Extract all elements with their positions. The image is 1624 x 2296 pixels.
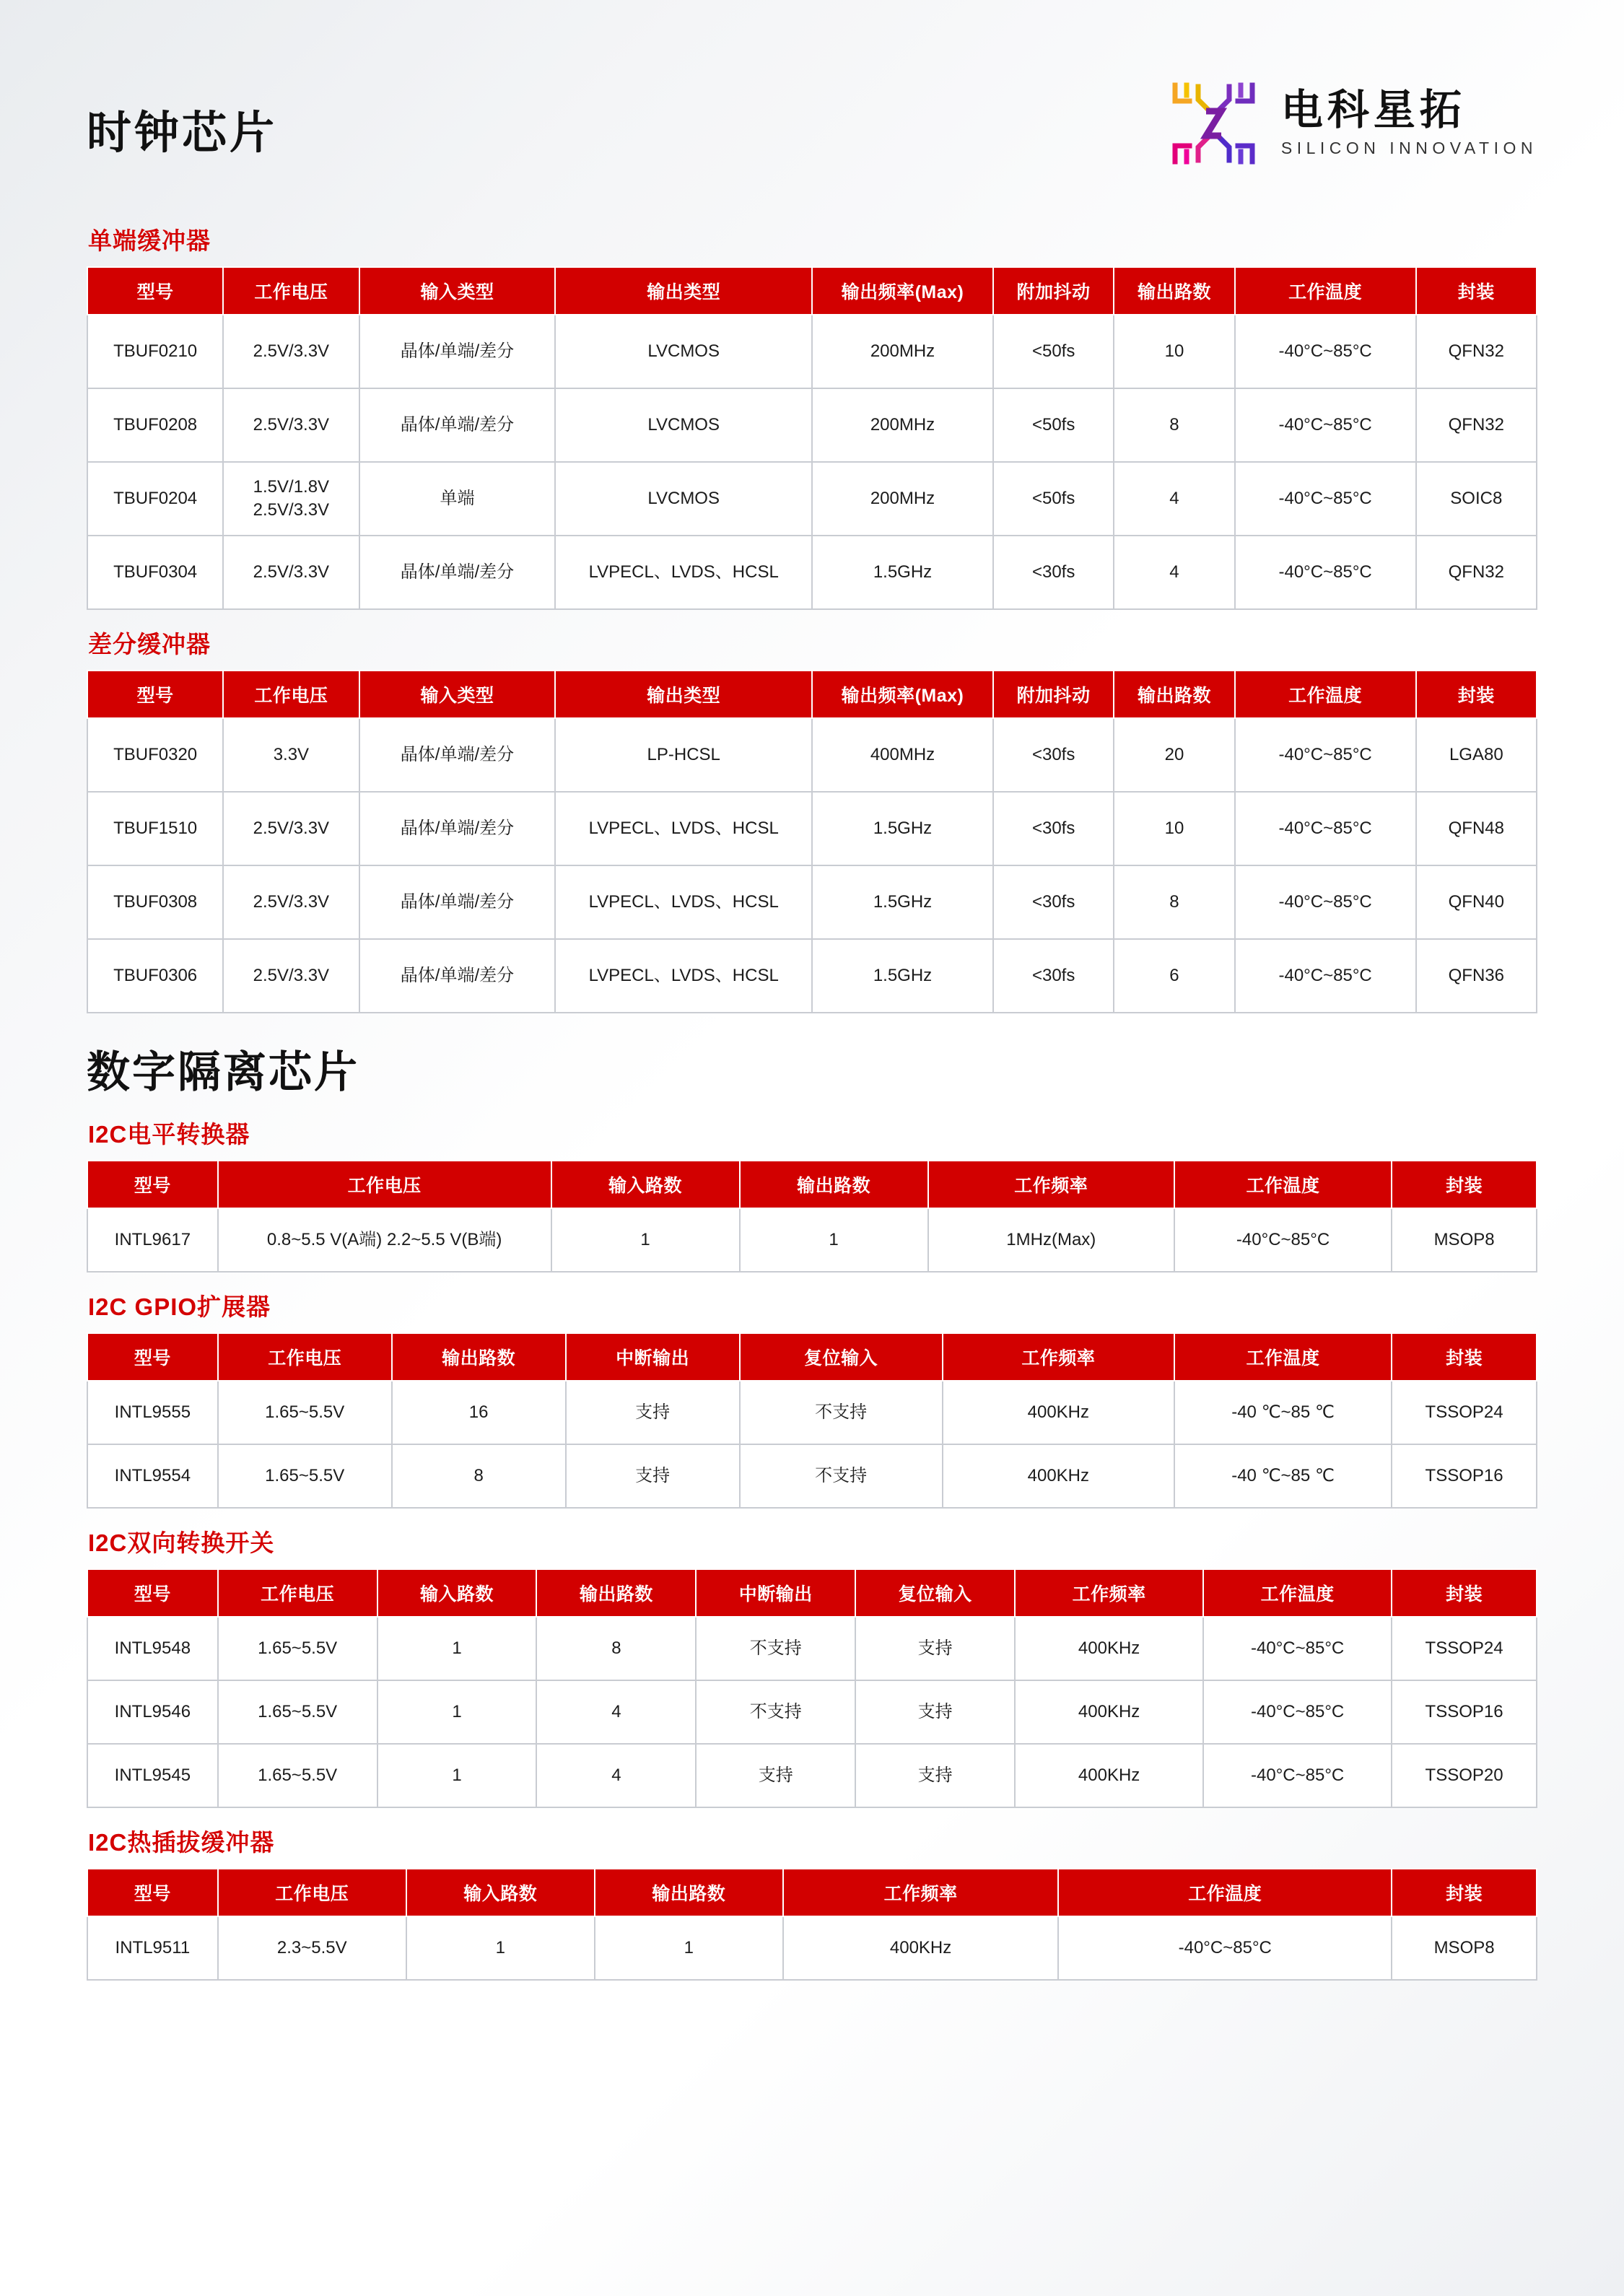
table-cell: 1.5GHz	[812, 792, 993, 865]
table-cell: 4	[1114, 462, 1234, 536]
table-cell: 晶体/单端/差分	[359, 865, 556, 939]
table-cell: LGA80	[1416, 718, 1537, 792]
table-cell: TSSOP24	[1392, 1617, 1537, 1680]
column-header: 型号	[87, 671, 223, 718]
table-cell: INTL9511	[87, 1916, 218, 1980]
table-cell: -40 ℃~85 ℃	[1174, 1444, 1392, 1508]
table-cell: TBUF0306	[87, 939, 223, 1013]
table-cell: LVPECL、LVDS、HCSL	[555, 939, 812, 1013]
table-cell: 1	[406, 1916, 595, 1980]
column-header: 工作电压	[218, 1161, 551, 1208]
table-cell: 支持	[696, 1744, 855, 1807]
table-cell: 支持	[855, 1744, 1015, 1807]
table-cell: 6	[1114, 939, 1234, 1013]
column-header: 封装	[1392, 1161, 1537, 1208]
table-row	[87, 1916, 1537, 1980]
table-cell: 晶体/单端/差分	[359, 536, 556, 609]
column-header: 工作温度	[1235, 267, 1416, 315]
table-cell: INTL9554	[87, 1444, 218, 1508]
table-row	[87, 865, 1537, 939]
table-cell: 1	[377, 1617, 537, 1680]
table-cell: 1.65~5.5V	[218, 1680, 377, 1744]
table-cell: 1.65~5.5V	[218, 1381, 392, 1444]
table-cell: 400KHz	[1015, 1744, 1203, 1807]
table-cell: TBUF0304	[87, 536, 223, 609]
table-cell: TSSOP20	[1392, 1744, 1537, 1807]
column-header: 工作温度	[1174, 1333, 1392, 1381]
table-cell: -40°C~85°C	[1235, 792, 1416, 865]
column-header: 输出路数	[1114, 267, 1234, 315]
table-cell: TBUF1510	[87, 792, 223, 865]
table-cell: LVPECL、LVDS、HCSL	[555, 536, 812, 609]
column-header: 封装	[1416, 267, 1537, 315]
sub-title-i2c-level-translator: I2C电平转换器	[88, 1121, 250, 1148]
spec-table-i2c-gpio-expander	[87, 1332, 1537, 1509]
table-cell: 0.8~5.5 V(A端) 2.2~5.5 V(B端)	[218, 1208, 551, 1272]
column-header: 工作温度	[1203, 1569, 1392, 1617]
table-cell: 8	[1114, 865, 1234, 939]
table-row	[87, 939, 1537, 1013]
table-cell: 不支持	[696, 1680, 855, 1744]
table-cell: 晶体/单端/差分	[359, 939, 556, 1013]
table-cell: LVPECL、LVDS、HCSL	[555, 792, 812, 865]
table-cell: TSSOP16	[1392, 1444, 1537, 1508]
column-header: 输入类型	[359, 671, 556, 718]
table-cell: 8	[536, 1617, 696, 1680]
table-cell: -40°C~85°C	[1235, 865, 1416, 939]
table-cell: 200MHz	[812, 462, 993, 536]
table-cell: 2.5V/3.3V	[223, 865, 359, 939]
table-cell: <50fs	[993, 388, 1114, 462]
table-row	[87, 1208, 1537, 1272]
column-header: 输入路数	[551, 1161, 740, 1208]
table-cell: 支持	[855, 1617, 1015, 1680]
column-header: 工作电压	[218, 1869, 406, 1916]
spec-table-single-ended-buffer	[87, 266, 1537, 610]
column-header: 复位输入	[740, 1333, 943, 1381]
table-header-row	[87, 1569, 1537, 1617]
column-header: 工作频率	[1015, 1569, 1203, 1617]
column-header: 封装	[1392, 1333, 1537, 1381]
table-cell: <30fs	[993, 536, 1114, 609]
table-cell: <30fs	[993, 792, 1114, 865]
table-cell: LVPECL、LVDS、HCSL	[555, 865, 812, 939]
table-cell: -40°C~85°C	[1235, 718, 1416, 792]
column-header: 封装	[1416, 671, 1537, 718]
table-cell: -40°C~85°C	[1203, 1680, 1392, 1744]
table-cell: LVCMOS	[555, 388, 812, 462]
column-header: 输出类型	[555, 267, 812, 315]
sub-title-i2c-gpio-expander: I2C GPIO扩展器	[88, 1293, 271, 1320]
table-cell: 2.5V/3.3V	[223, 388, 359, 462]
table-cell: 支持	[566, 1444, 740, 1508]
column-header: 输出路数	[392, 1333, 566, 1381]
table-cell: 400KHz	[943, 1444, 1174, 1508]
table-cell: 1.5GHz	[812, 865, 993, 939]
table-cell: 1.65~5.5V	[218, 1444, 392, 1508]
column-header: 输出路数	[1114, 671, 1234, 718]
table-cell: QFN36	[1416, 939, 1537, 1013]
table-cell: 1	[377, 1680, 537, 1744]
table-cell: 10	[1114, 315, 1234, 388]
column-header: 封装	[1392, 1869, 1537, 1916]
table-row	[87, 315, 1537, 388]
table-cell: 不支持	[740, 1381, 943, 1444]
logo-text	[1281, 89, 1537, 158]
table-header-row	[87, 1333, 1537, 1381]
table-row	[87, 462, 1537, 536]
table-cell: 支持	[566, 1381, 740, 1444]
table-wrapper-i2c-level-translator	[87, 1116, 1537, 1273]
column-header: 输出路数	[536, 1569, 696, 1617]
table-cell: TBUF0204	[87, 462, 223, 536]
table-cell: INTL9617	[87, 1208, 218, 1272]
table-cell: <50fs	[993, 315, 1114, 388]
table-cell: 20	[1114, 718, 1234, 792]
table-cell: QFN32	[1416, 315, 1537, 388]
table-cell: INTL9546	[87, 1680, 218, 1744]
column-header: 工作频率	[783, 1869, 1059, 1916]
table-cell: 1.65~5.5V	[218, 1617, 377, 1680]
table-header-row	[87, 671, 1537, 718]
sub-title-differential-buffer: 差分缓冲器	[88, 631, 211, 658]
column-header: 工作温度	[1235, 671, 1416, 718]
table-cell: TSSOP24	[1392, 1381, 1537, 1444]
column-header: 工作温度	[1174, 1161, 1392, 1208]
column-header: 中断输出	[696, 1569, 855, 1617]
column-header: 型号	[87, 1569, 218, 1617]
table-cell: -40°C~85°C	[1235, 315, 1416, 388]
table-cell: TBUF0308	[87, 865, 223, 939]
table-row	[87, 1617, 1537, 1680]
column-header: 附加抖动	[993, 671, 1114, 718]
table-cell: LP-HCSL	[555, 718, 812, 792]
column-header: 中断输出	[566, 1333, 740, 1381]
table-cell: TBUF0210	[87, 315, 223, 388]
table-cell: 200MHz	[812, 315, 993, 388]
table-cell: 4	[536, 1680, 696, 1744]
table-cell: QFN40	[1416, 865, 1537, 939]
table-cell: 晶体/单端/差分	[359, 718, 556, 792]
table-row	[87, 388, 1537, 462]
table-row	[87, 1444, 1537, 1508]
table-cell: 2.5V/3.3V	[223, 939, 359, 1013]
table-cell: TBUF0208	[87, 388, 223, 462]
table-cell: 4	[1114, 536, 1234, 609]
column-header: 输出频率(Max)	[812, 671, 993, 718]
page-title: 时钟芯片	[87, 108, 278, 158]
table-row	[87, 536, 1537, 609]
table-wrapper-single-ended-buffer	[87, 222, 1537, 610]
table-header-row	[87, 1161, 1537, 1208]
table-cell: 1	[551, 1208, 740, 1272]
table-cell: 1	[595, 1916, 783, 1980]
table-cell: -40°C~85°C	[1203, 1744, 1392, 1807]
page-header	[87, 69, 1537, 206]
table-cell: LVCMOS	[555, 462, 812, 536]
table-cell: 晶体/单端/差分	[359, 315, 556, 388]
table-cell: 4	[536, 1744, 696, 1807]
table-cell: -40°C~85°C	[1174, 1208, 1392, 1272]
table-cell: 1	[740, 1208, 928, 1272]
column-header: 型号	[87, 1333, 218, 1381]
table-cell: 1.65~5.5V	[218, 1744, 377, 1807]
table-header-row	[87, 267, 1537, 315]
table-cell: 400KHz	[943, 1381, 1174, 1444]
table-cell: QFN32	[1416, 536, 1537, 609]
table-row	[87, 1744, 1537, 1807]
column-header: 型号	[87, 1869, 218, 1916]
spec-table-differential-buffer	[87, 670, 1537, 1013]
column-header: 输出路数	[595, 1869, 783, 1916]
table-cell: LVCMOS	[555, 315, 812, 388]
table-cell: -40°C~85°C	[1058, 1916, 1392, 1980]
table-cell: 2.3~5.5V	[218, 1916, 406, 1980]
table-cell: <30fs	[993, 865, 1114, 939]
table-cell: 10	[1114, 792, 1234, 865]
column-header: 输出频率(Max)	[812, 267, 993, 315]
table-cell: 1	[377, 1744, 537, 1807]
table-cell: <50fs	[993, 462, 1114, 536]
table-cell: 3.3V	[223, 718, 359, 792]
table-cell: QFN32	[1416, 388, 1537, 462]
logo-name-cn: 电科星拓	[1280, 87, 1466, 134]
table-cell: -40 ℃~85 ℃	[1174, 1381, 1392, 1444]
table-cell: 支持	[855, 1680, 1015, 1744]
table-cell: 8	[1114, 388, 1234, 462]
column-header: 工作温度	[1058, 1869, 1392, 1916]
table-cell: 400KHz	[1015, 1617, 1203, 1680]
table-row	[87, 792, 1537, 865]
table-cell: 400KHz	[783, 1916, 1059, 1980]
table-cell: 不支持	[696, 1617, 855, 1680]
table-cell: 晶体/单端/差分	[359, 792, 556, 865]
column-header: 工作频率	[943, 1333, 1174, 1381]
column-header: 输出路数	[740, 1161, 928, 1208]
table-cell: 200MHz	[812, 388, 993, 462]
column-header: 工作频率	[928, 1161, 1174, 1208]
table-cell: 单端	[359, 462, 556, 536]
spec-table-i2c-level-translator	[87, 1160, 1537, 1273]
table-cell: 2.5V/3.3V	[223, 792, 359, 865]
table-cell: 8	[392, 1444, 566, 1508]
column-header: 工作电压	[218, 1333, 392, 1381]
table-cell: 晶体/单端/差分	[359, 388, 556, 462]
column-header: 型号	[87, 267, 223, 315]
digital-isolation-section	[87, 1116, 1537, 1981]
column-header: 工作电压	[218, 1569, 377, 1617]
table-cell: -40°C~85°C	[1235, 536, 1416, 609]
clock-chip-section	[87, 222, 1537, 1013]
table-cell: 400MHz	[812, 718, 993, 792]
column-header: 工作电压	[223, 671, 359, 718]
table-cell: TSSOP16	[1392, 1680, 1537, 1744]
table-cell: 2.5V/3.3V	[223, 536, 359, 609]
table-wrapper-i2c-gpio-expander	[87, 1288, 1537, 1509]
table-cell: -40°C~85°C	[1235, 388, 1416, 462]
table-row	[87, 718, 1537, 792]
column-header: 封装	[1392, 1569, 1537, 1617]
spec-table-i2c-bidirectional-switch	[87, 1568, 1537, 1808]
table-cell: <30fs	[993, 718, 1114, 792]
column-header: 输入路数	[406, 1869, 595, 1916]
table-cell: INTL9545	[87, 1744, 218, 1807]
table-cell: MSOP8	[1392, 1208, 1537, 1272]
column-header: 工作电压	[223, 267, 359, 315]
table-cell: 1.5GHz	[812, 536, 993, 609]
section-title-digital-isolation: 数字隔离芯片	[87, 1048, 359, 1096]
brand-logo	[1165, 77, 1537, 170]
table-cell: 1.5GHz	[812, 939, 993, 1013]
table-cell: 不支持	[740, 1444, 943, 1508]
column-header: 型号	[87, 1161, 218, 1208]
table-header-row	[87, 1869, 1537, 1916]
table-cell: <30fs	[993, 939, 1114, 1013]
column-header: 输出类型	[555, 671, 812, 718]
table-cell: 2.5V/3.3V	[223, 315, 359, 388]
table-cell: -40°C~85°C	[1235, 939, 1416, 1013]
table-cell: -40°C~85°C	[1203, 1617, 1392, 1680]
sub-title-single-ended-buffer: 单端缓冲器	[88, 227, 211, 254]
table-cell: -40°C~85°C	[1235, 462, 1416, 536]
table-cell: QFN48	[1416, 792, 1537, 865]
table-cell: INTL9548	[87, 1617, 218, 1680]
logo-name-en: SILICON INNOVATION	[1280, 138, 1537, 157]
table-cell: MSOP8	[1392, 1916, 1537, 1980]
table-cell: 400KHz	[1015, 1680, 1203, 1744]
column-header: 输入类型	[359, 267, 556, 315]
logo-mark-icon	[1165, 77, 1262, 170]
table-wrapper-i2c-hot-swap-buffer	[87, 1824, 1537, 1981]
table-wrapper-differential-buffer	[87, 626, 1537, 1013]
spec-table-i2c-hot-swap-buffer	[87, 1868, 1537, 1981]
table-row	[87, 1381, 1537, 1444]
table-row	[87, 1680, 1537, 1744]
column-header: 复位输入	[855, 1569, 1015, 1617]
sub-title-i2c-bidirectional-switch: I2C双向转换开关	[88, 1529, 275, 1556]
table-cell: 1.5V/1.8V 2.5V/3.3V	[223, 462, 359, 536]
table-cell: 16	[392, 1381, 566, 1444]
table-cell: SOIC8	[1416, 462, 1537, 536]
table-cell: INTL9555	[87, 1381, 218, 1444]
table-wrapper-i2c-bidirectional-switch	[87, 1524, 1537, 1808]
table-cell: TBUF0320	[87, 718, 223, 792]
column-header: 附加抖动	[993, 267, 1114, 315]
sub-title-i2c-hot-swap-buffer: I2C热插拔缓冲器	[88, 1829, 275, 1856]
column-header: 输入路数	[377, 1569, 537, 1617]
table-cell: 1MHz(Max)	[928, 1208, 1174, 1272]
